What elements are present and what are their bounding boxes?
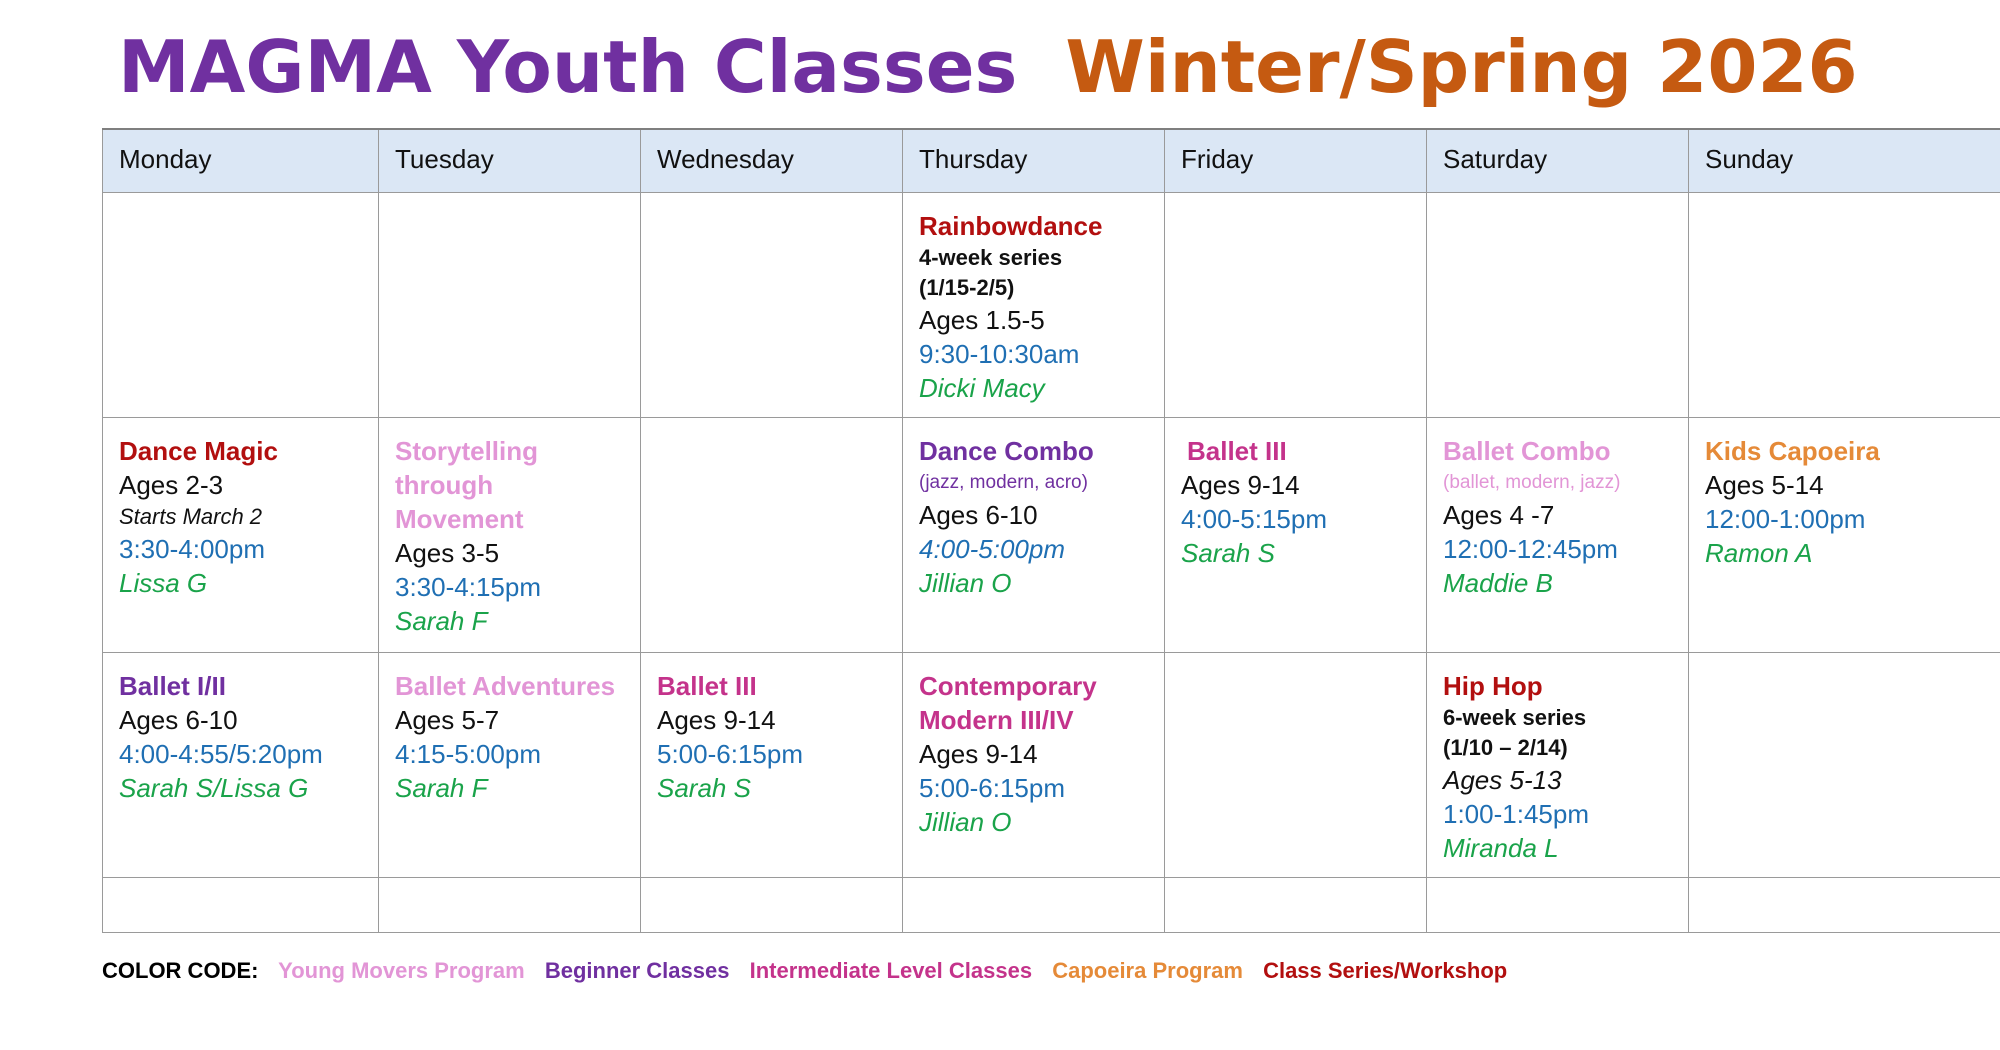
- header-row: [103, 129, 2000, 193]
- class-time: 12:00-12:45pm: [1443, 534, 1618, 564]
- class-instructor: Sarah F: [395, 773, 488, 803]
- day-header-thursday: Thursday: [903, 129, 1165, 193]
- cell-empty: [641, 193, 903, 418]
- cell-empty: [1689, 193, 2000, 418]
- class-time: 4:00-5:00pm: [919, 534, 1065, 564]
- class-name: Dance Magic: [119, 436, 278, 466]
- class-cell-ballet-combo: [1427, 418, 1689, 653]
- class-styles: (jazz, modern, acro): [919, 472, 1088, 493]
- class-cell-ballet-i-ii: [103, 653, 379, 878]
- legend-capoeira: Capoeira Program: [1052, 958, 1243, 983]
- class-ages: Ages 3-5: [395, 538, 500, 568]
- legend-series: Class Series/Workshop: [1263, 958, 1508, 983]
- class-name: Dance Combo: [919, 436, 1094, 466]
- class-ages: Ages 6-10: [919, 500, 1038, 530]
- schedule-row: [103, 193, 2000, 418]
- legend-beginner: Beginner Classes: [544, 958, 730, 983]
- schedule-table: [102, 128, 2000, 933]
- cell-empty: [1165, 193, 1427, 418]
- cell-empty: [641, 418, 903, 653]
- color-code-legend: [102, 956, 1521, 986]
- schedule-row-empty: [103, 878, 2000, 933]
- cell-empty: [1689, 878, 2000, 933]
- schedule-row: [103, 418, 2000, 653]
- class-time: 9:30-10:30am: [919, 339, 1080, 369]
- class-cell-kids-capoeira: [1689, 418, 2000, 653]
- cell-empty: [1689, 653, 2000, 878]
- cell-empty: [641, 878, 903, 933]
- class-instructor: Sarah S/Lissa G: [119, 773, 309, 803]
- class-cell-hip-hop: [1427, 653, 1689, 878]
- cell-empty: [379, 878, 641, 933]
- class-instructor: Miranda L: [1443, 833, 1559, 863]
- class-time: 3:30-4:15pm: [395, 572, 541, 602]
- cell-empty: [1165, 653, 1427, 878]
- class-ages: Ages 5-7: [395, 705, 500, 735]
- class-time: 3:30-4:00pm: [119, 534, 265, 564]
- cell-empty: [103, 878, 379, 933]
- class-cell-dance-combo: [903, 418, 1165, 653]
- cell-empty: [379, 193, 641, 418]
- class-name: Ballet Adventures: [395, 671, 616, 701]
- class-instructor: Maddie B: [1443, 568, 1553, 598]
- class-name: Hip Hop: [1443, 671, 1543, 701]
- class-time: 12:00-1:00pm: [1705, 504, 1866, 534]
- schedule-row: [103, 653, 2000, 878]
- class-name: Storytelling through Movement: [395, 436, 539, 534]
- cell-empty: [103, 193, 379, 418]
- class-name: Contemporary Modern III/IV: [919, 671, 1097, 735]
- class-time: 4:15-5:00pm: [395, 739, 541, 769]
- page-title: [118, 22, 1858, 112]
- class-instructor: Ramon A: [1705, 538, 1813, 568]
- class-instructor: Sarah S: [1181, 538, 1275, 568]
- class-ages: Ages 6-10: [119, 705, 238, 735]
- title-main: MAGMA Youth Classes: [118, 25, 1018, 109]
- class-dates: (1/10 – 2/14): [1443, 735, 1568, 760]
- class-name: Kids Capoeira: [1705, 436, 1880, 466]
- class-ages: Ages 5-13: [1443, 765, 1562, 795]
- class-instructor: Sarah F: [395, 606, 488, 636]
- class-cell-contemporary-modern: [903, 653, 1165, 878]
- title-season: Winter/Spring 2026: [1065, 25, 1858, 109]
- class-instructor: Dicki Macy: [919, 373, 1045, 403]
- class-time: 1:00-1:45pm: [1443, 799, 1589, 829]
- class-time: 5:00-6:15pm: [657, 739, 803, 769]
- class-cell-storytelling: [379, 418, 641, 653]
- class-ages: Ages 4 -7: [1443, 500, 1555, 530]
- class-styles: (ballet, modern, jazz): [1443, 472, 1621, 493]
- class-name: Ballet III: [1187, 436, 1287, 466]
- class-name: Ballet I/II: [119, 671, 226, 701]
- class-series: 6-week series: [1443, 705, 1587, 730]
- class-ages: Ages 5-14: [1705, 470, 1824, 500]
- cell-empty: [1427, 193, 1689, 418]
- class-ages: Ages 1.5-5: [919, 305, 1045, 335]
- class-cell-ballet-iii-wed: [641, 653, 903, 878]
- legend-label: COLOR CODE:: [102, 958, 259, 983]
- class-ages: Ages 2-3: [119, 470, 224, 500]
- class-ages: Ages 9-14: [1181, 470, 1300, 500]
- cell-empty: [903, 878, 1165, 933]
- day-header-monday: Monday: [103, 129, 379, 193]
- class-instructor: Sarah S: [657, 773, 751, 803]
- class-cell-ballet-adventures: [379, 653, 641, 878]
- day-header-sunday: Sunday: [1689, 129, 2000, 193]
- class-instructor: Lissa G: [119, 568, 208, 598]
- day-header-wednesday: Wednesday: [641, 129, 903, 193]
- day-header-saturday: Saturday: [1427, 129, 1689, 193]
- class-instructor: Jillian O: [919, 568, 1012, 598]
- class-cell-ballet-iii-fri: [1165, 418, 1427, 653]
- day-header-friday: Friday: [1165, 129, 1427, 193]
- class-time: 5:00-6:15pm: [919, 773, 1065, 803]
- cell-empty: [1427, 878, 1689, 933]
- class-ages: Ages 9-14: [919, 739, 1038, 769]
- class-name: Ballet III: [657, 671, 757, 701]
- legend-intermediate: Intermediate Level Classes: [749, 958, 1033, 983]
- class-name: Rainbowdance: [919, 211, 1103, 241]
- day-header-tuesday: Tuesday: [379, 129, 641, 193]
- class-series: 4-week series: [919, 245, 1063, 270]
- class-instructor: Jillian O: [919, 807, 1012, 837]
- class-dates: (1/15-2/5): [919, 275, 1015, 300]
- legend-young-movers: Young Movers Program: [278, 958, 525, 983]
- class-name: Ballet Combo: [1443, 436, 1611, 466]
- class-time: 4:00-4:55/5:20pm: [119, 739, 323, 769]
- cell-empty: [1165, 878, 1427, 933]
- class-cell-dance-magic: [103, 418, 379, 653]
- class-time: 4:00-5:15pm: [1181, 504, 1327, 534]
- class-cell-rainbowdance: [903, 193, 1165, 418]
- class-ages: Ages 9-14: [657, 705, 776, 735]
- class-note: Starts March 2: [119, 504, 263, 529]
